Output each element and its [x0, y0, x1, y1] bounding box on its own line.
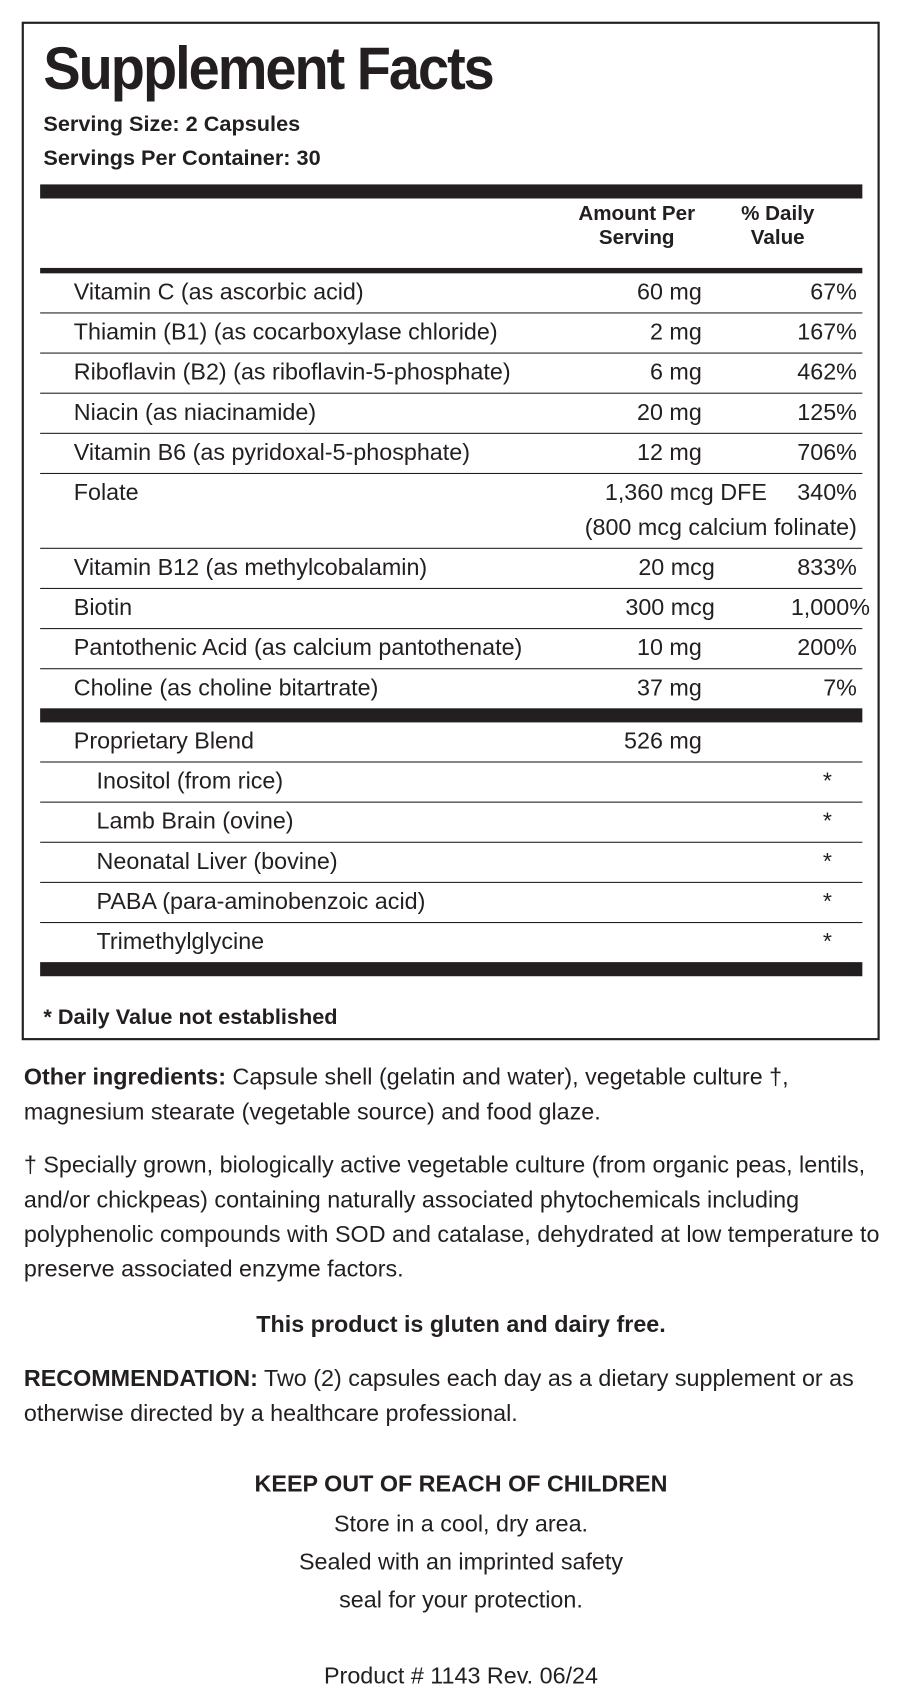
panel-title: Supplement Facts	[43, 33, 493, 102]
servings-per-container: Servings Per Container: 30	[43, 146, 321, 171]
blend-item-row	[40, 803, 862, 843]
blend-item-row	[40, 883, 862, 923]
blend-item-dv: *	[822, 888, 832, 915]
nutrient-dv: 67%	[810, 278, 857, 305]
blend-item-name: Inositol (from rice)	[96, 767, 284, 795]
nutrient-name: Riboflavin (B2) (as riboflavin-5-phosphate)	[73, 359, 511, 386]
nutrient-row	[40, 273, 862, 313]
nutrient-row	[40, 589, 870, 629]
nutrient-dv: 706%	[797, 439, 857, 466]
dv-header: % Daily Value	[741, 202, 815, 250]
gluten-free-note: This product is gluten and dairy free.	[256, 1311, 666, 1338]
recommendation-label: RECOMMENDATION:	[23, 1365, 258, 1392]
serving-size: Serving Size: 2 Capsules	[43, 112, 301, 137]
table-header	[40, 199, 862, 268]
blend-item-dv: *	[822, 928, 832, 955]
divider-thick	[40, 708, 862, 722]
nutrient-row	[40, 354, 862, 394]
blend-item-name: Lamb Brain (ovine)	[96, 808, 294, 835]
divider-thick	[40, 184, 862, 198]
nutrient-name: Niacin (as niacinamide)	[73, 399, 317, 426]
storage-line: Sealed with an imprinted safety	[298, 1548, 624, 1575]
nutrient-table	[40, 184, 870, 976]
blend-name: Proprietary Blend	[73, 727, 254, 754]
amount-header: Amount Per Serving	[578, 202, 696, 250]
recommendation	[24, 1361, 892, 1430]
nutrient-dv: 833%	[797, 554, 857, 581]
culture-note: † Specially grown, biologically active vegetable culture (from organic peas, lentils, and/or chickpeas) containing naturally associated phytochemicals including polyphenolic compounds with SOD and catalase, dehydrated at low temperature to preserve associated enzyme factors.	[23, 1151, 880, 1283]
nutrient-row	[40, 629, 862, 669]
nutrient-dv: 200%	[797, 634, 857, 661]
nutrient-name: Vitamin B12 (as methylcobalamin)	[73, 554, 428, 581]
nutrient-amount: 2 mg	[649, 318, 702, 345]
blend-item-name: Neonatal Liver (bovine)	[96, 848, 338, 875]
divider-thick	[40, 962, 862, 976]
nutrient-note: (800 mcg calcium folinate)	[584, 514, 857, 541]
nutrient-name: Vitamin B6 (as pyridoxal-5-phosphate)	[73, 439, 470, 466]
nutrient-amount: 12 mg	[636, 439, 702, 466]
storage-line: seal for your protection.	[339, 1586, 583, 1613]
blend-item-dv: *	[822, 848, 832, 875]
other-ingredients	[24, 1060, 892, 1129]
blend-item-row	[40, 763, 862, 803]
nutrient-amount: 20 mcg	[638, 554, 715, 581]
nutrient-dv: 167%	[797, 318, 857, 345]
other-ingredients-text: Capsule shell (gelatin and water), vegetable culture †, magnesium stearate (vegetable source) and food glaze.	[23, 1064, 789, 1125]
nutrient-dv: 7%	[823, 674, 857, 701]
nutrient-amount: 20 mg	[636, 399, 702, 426]
nutrient-name: Thiamin (B1) (as cocarboxylase chloride)	[73, 318, 498, 345]
nutrient-name: Folate	[73, 479, 139, 506]
warning: KEEP OUT OF REACH OF CHILDREN	[254, 1470, 668, 1497]
blend-item-name: Trimethylglycine	[96, 928, 265, 955]
footnote: * Daily Value not established	[43, 1005, 338, 1030]
storage-line: Store in a cool, dry area.	[333, 1510, 589, 1538]
nutrient-dv: 1,000%	[790, 594, 870, 621]
nutrient-name: Pantothenic Acid (as calcium pantothenate)	[73, 634, 523, 661]
blend-row	[40, 722, 862, 762]
product-number: Product # 1143 Rev. 06/24	[324, 1662, 598, 1689]
nutrient-name: Choline (as choline bitartrate)	[73, 674, 379, 701]
nutrient-name: Vitamin C (as ascorbic acid)	[73, 278, 364, 305]
recommendation-text: Two (2) capsules each day as a dietary supplement or as otherwise directed by a healthcare professional.	[23, 1365, 854, 1427]
blend-item-name: PABA (para-aminobenzoic acid)	[96, 888, 426, 915]
nutrient-row	[40, 549, 862, 589]
nutrient-row	[40, 474, 862, 549]
blend-item-dv: *	[822, 767, 832, 795]
nutrient-amount: 1,360 mcg DFE	[604, 479, 767, 506]
other-ingredients-label: Other ingredients:	[23, 1064, 227, 1091]
blend-item-row	[40, 923, 862, 962]
nutrient-row	[40, 669, 862, 708]
nutrient-row	[40, 394, 862, 434]
nutrient-dv: 340%	[797, 479, 857, 506]
nutrient-dv: 462%	[797, 359, 857, 386]
nutrient-amount: 300 mcg	[625, 594, 715, 621]
nutrient-row	[40, 313, 862, 353]
nutrient-amount: 10 mg	[636, 634, 702, 661]
nutrient-amount: 37 mg	[636, 674, 702, 701]
nutrient-row	[40, 434, 862, 474]
nutrient-amount: 6 mg	[649, 359, 702, 386]
blend-item-row	[40, 843, 862, 883]
nutrient-amount: 60 mg	[636, 278, 702, 305]
supplement-facts-panel	[22, 22, 880, 1041]
nutrient-dv: 125%	[797, 399, 857, 426]
blend-amount: 526 mg	[624, 727, 702, 754]
blend-item-dv: *	[822, 808, 832, 835]
nutrient-name: Biotin	[73, 594, 133, 621]
